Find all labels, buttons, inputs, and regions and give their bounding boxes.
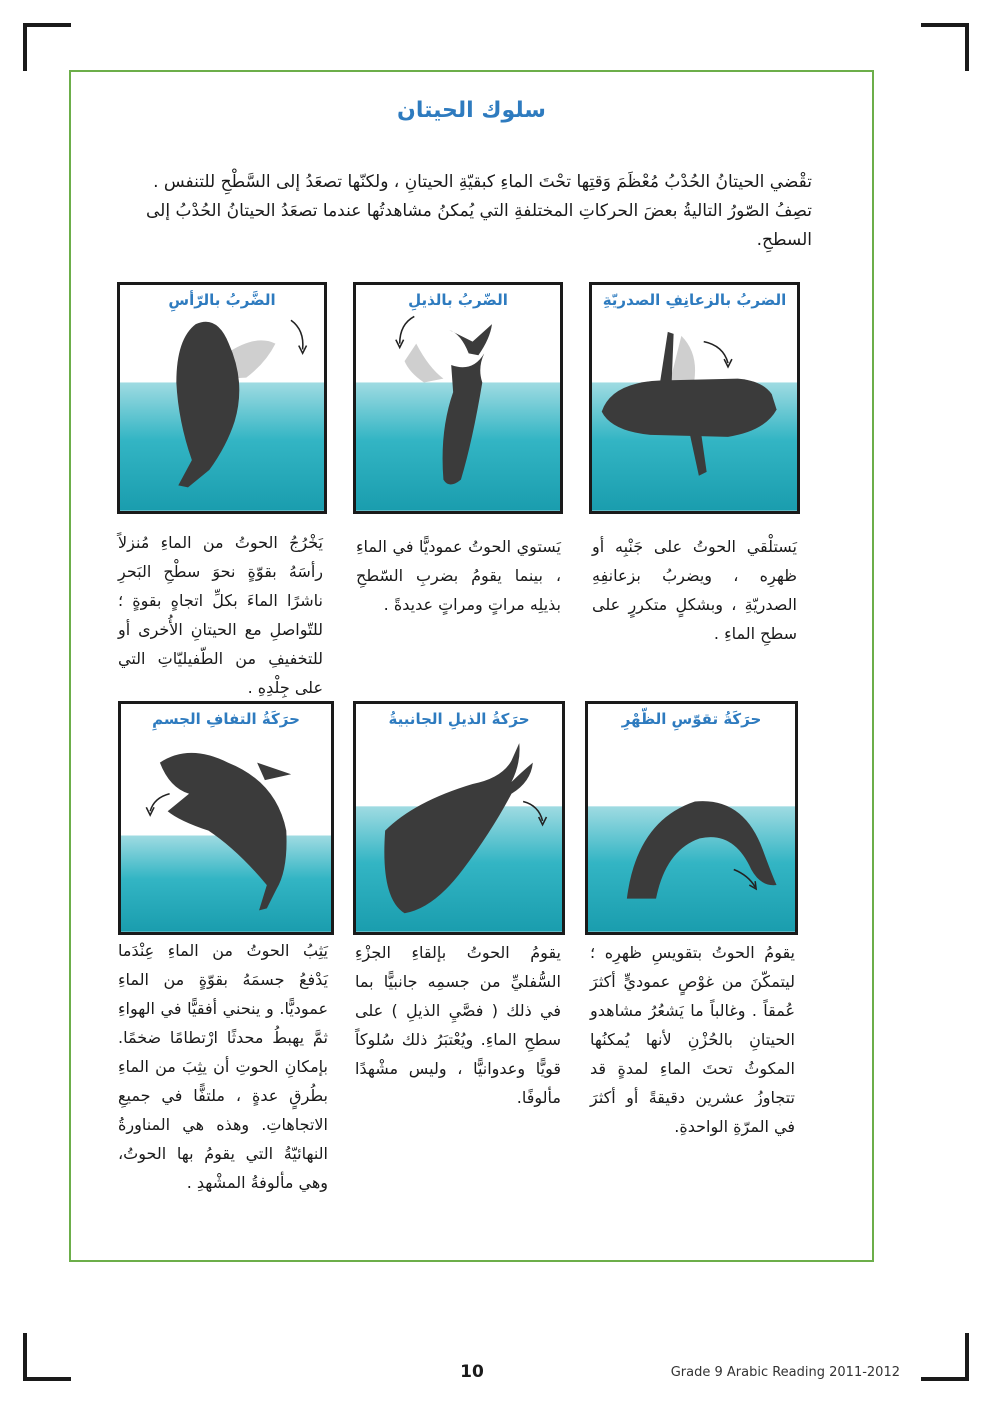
whale-pectoral-slap-icon: [592, 285, 797, 511]
crop-mark: [23, 1377, 71, 1381]
panel-back-arch: [585, 701, 798, 935]
intro-line: تصِفُ الصّورُ التاليةُ بعضَ الحركاتِ المختلفةِ التي يُمكنُ مشاهدتُها عندما تصعَدُ الحيتانُ الحُدْبُ إلى السطحِ.: [146, 201, 812, 250]
description-tail-slap: يَستوي الحوتُ عموديًّا في الماءِ ، بينما يقومُ بضربِ السّطحِ بذيلِه مراتٍ ومراتٍ عديدةً .: [356, 537, 561, 614]
whale-tail-slap-icon: [356, 285, 560, 511]
panel-caption: الضّربُ بالذيلِ: [408, 291, 508, 309]
crop-mark: [921, 1377, 969, 1381]
whale-body-twist-icon: [121, 704, 331, 932]
description-head-slap: يَخْرُجُ الحوتُ من الماءِ مُنزلاً رأسَهُ بقوّةٍ نحوَ سطْحِ البَحرِ ناشرًا الماءَ بكلِّ اتجاهٍ بقوةٍ ؛ للتّواصلِ مع الحيتانِ الأُخرى أو للتخفيفِ من الطّفيليّاتِ التي على جِلْدِهِ .: [118, 533, 323, 697]
whale-back-arch-icon: [588, 704, 795, 932]
page-number: 10: [460, 1362, 484, 1382]
panel-caption: حرَكَةُ تقوّسِ الظّهْرِ: [621, 710, 762, 728]
description-pectoral-slap: يَستلْقي الحوتُ على جَنْبِه أو ظهرِه ، ويضربُ بزعانفِهِ الصدريّةِ ، وبشكلٍ متكررٍ على سطحِ الماءِ .: [592, 537, 797, 643]
whale-sideways-tail-icon: [356, 704, 562, 932]
panel-caption: الضَّربُ بالرّأسِ: [168, 291, 276, 309]
footer-text: Grade 9 Arabic Reading 2011-2012: [670, 1365, 900, 1380]
crop-mark: [23, 1333, 27, 1381]
panel-caption: حرَكةُ الذيلِ الجانبيةُ: [388, 710, 530, 728]
panel-tail-slap: [353, 282, 563, 514]
panel-caption: الضربُ بالزعانِفِ الصدريّةِ: [602, 291, 787, 309]
crop-mark: [965, 1333, 969, 1381]
description-body-twist: يَثِبُ الحوتُ من الماءِ عِنْدَما يَدْفعُ جسمَهُ بقوّةٍ من الماءِ عموديًّا. و ينحني أفقيًّا في الهواءِ ثمَّ يهبطُ محدثًا ارْتطامًا ضخمًا. بإمكانِ الحوتِ أن يثِبَ من الماءِ بطُرقٍ عدةٍ ، ملتفًّا في جميعِ الاتجاهاتِ. وهذه هي المناورةُ النهائيّةُ التي يقومُ بها الحوتُ، وهي مألوفةُ المشْهدِ .: [118, 941, 328, 1192]
intro-line: تقْضي الحيتانُ الحُدْبُ مُعْظَمَ وَقتِها تحْتَ الماءِ كبقيّةِ الحيتانِ ، ولكنّها تصعَدُ إلى السَّطْحِ للتنفس .: [153, 172, 812, 192]
description-sideways-tail: يقومُ الحوتُ بإلقاءِ الجزْءِ السُّفليِّ من جسمِه جانبيًّا بما في ذلك ( فصَّيِ الذيلِ ) على سطحِ الماءِ. ويُعْتبَرُ ذلك سُلوكاً قويًّا وعدوانيًّا ، وليس مشْهدًا مألوفًا.: [355, 943, 561, 1107]
crop-mark: [23, 23, 71, 27]
whale-head-slap-icon: [120, 285, 324, 511]
page-title: سلوك الحيتان: [397, 98, 546, 123]
description-back-arch: يقومُ الحوتُ بتقويسِ ظهرِه ؛ ليتمكّنَ من غوْصٍ عموديٍّ أكثرَ عُمقاً . وغالباً ما يَشعُرُ مشاهدو الحيتانِ بالحُزْنِ لأنها يُمكنُها المكوثُ تحتَ الماءِ لمدةٍ قد تتجاوزُ عشرين دقيقةً أو أكثرَ في المرّةِ الواحدةِ.: [590, 943, 795, 1136]
panel-pectoral-slap: [589, 282, 800, 514]
intro-paragraph: [100, 168, 812, 255]
panel-body-twist: [118, 701, 334, 935]
panel-head-slap: [117, 282, 327, 514]
panel-caption: حرَكَةُ التفافِ الجسمِ: [152, 710, 300, 728]
crop-mark: [23, 23, 27, 71]
crop-mark: [965, 23, 969, 71]
crop-mark: [921, 23, 969, 27]
panel-sideways-tail: [353, 701, 565, 935]
